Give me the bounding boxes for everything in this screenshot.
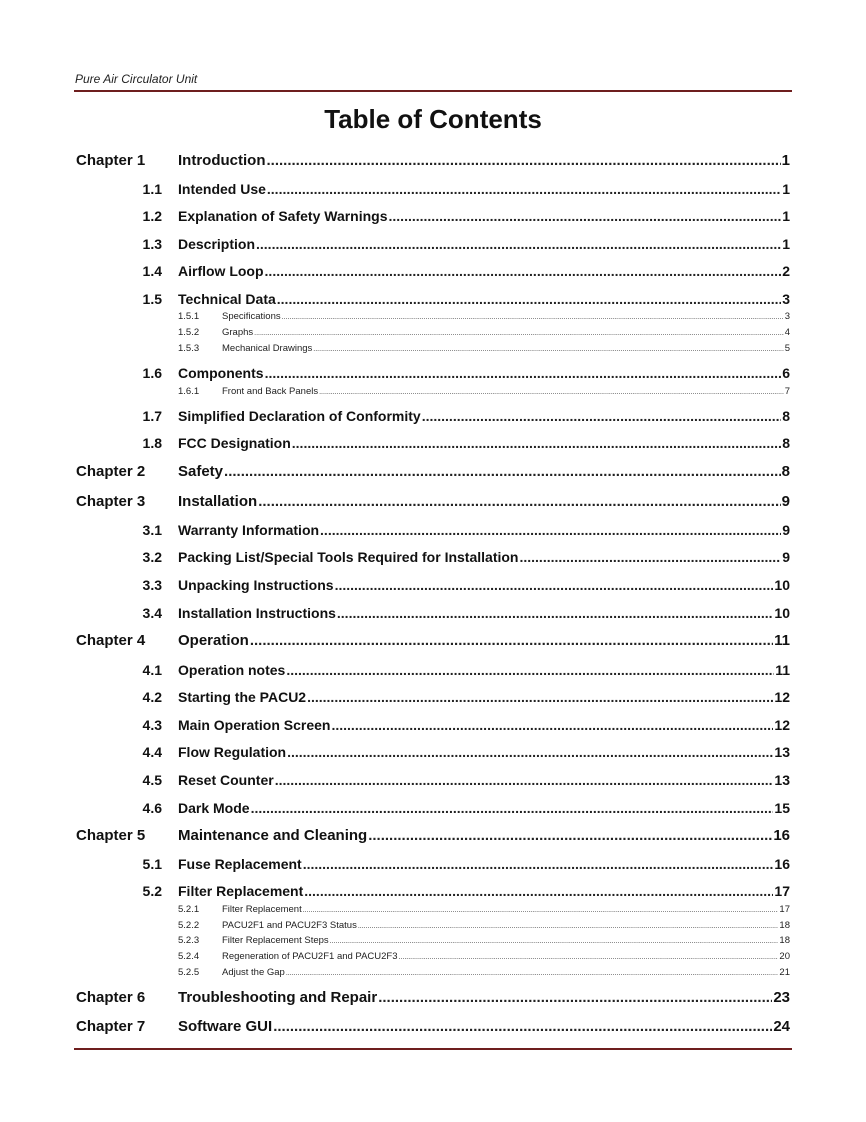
toc-entry-page: 17 [774,883,790,899]
toc-entry-page: 8 [781,463,790,480]
toc-entry-title: Installation [178,493,258,510]
toc-entry-page: 8 [782,435,790,451]
toc-entry-title: Unpacking Instructions [178,577,334,593]
toc-leader-dots [265,263,782,279]
toc-entry-title: Fuse Replacement [178,856,302,872]
toc-entry-page: 24 [773,1018,790,1035]
toc-leader-dots [313,346,783,353]
toc-leader-dots [307,689,773,705]
toc-entry-title: Filter Replacement Steps [222,934,329,946]
toc-entry-page: 3 [782,291,790,307]
toc-leader-dots [224,463,781,480]
toc-entry-page: 16 [774,856,790,872]
toc-leader-dots [265,365,782,381]
toc-entry-number: 5.2.3 [178,934,200,946]
toc-leader-dots [304,883,773,899]
toc-leader-dots [358,923,779,930]
toc-entry-number: Chapter 1 [76,152,146,169]
toc-leader-dots [251,800,774,816]
toc-leader-dots [287,744,773,760]
toc-leader-dots [389,208,782,224]
toc-entry-page: 21 [779,966,790,978]
toc-entry-number: 3.1 [142,522,162,538]
toc-entry-number: 1.6 [142,365,162,381]
toc-leader-dots [277,291,781,307]
page-title: Table of Contents [324,104,542,134]
toc-leader-dots [320,522,781,538]
toc-entry-page: 12 [774,689,790,705]
toc-entry-page: 1 [782,236,790,252]
toc-entry-title: Reset Counter [178,772,274,788]
toc-entry-number: 1.1 [142,181,162,197]
toc-entry-title: PACU2F1 and PACU2F3 Status [222,919,357,931]
toc-entry-title: Packing List/Special Tools Required for Installation [178,549,519,565]
toc-entry-number: 1.3 [142,236,162,252]
toc-entry-title: FCC Designation [178,435,291,451]
toc-entry-page: 8 [782,408,790,424]
toc-leader-dots [331,717,773,733]
toc-leader-dots [256,236,781,252]
toc-entry-title: Regeneration of PACU2F1 and PACU2F3 [222,950,398,962]
toc-entry-number: 5.2.2 [178,919,200,931]
toc-entry-page: 16 [773,827,790,844]
toc-leader-dots [275,772,774,788]
toc-entry-title: Technical Data [178,291,276,307]
toc-leader-dots [258,493,780,510]
toc-entry-number: 4.6 [142,800,162,816]
toc-entry-number: 5.2.4 [178,950,200,962]
toc-leader-dots [303,907,779,914]
toc-entry-number: 1.5.3 [178,342,200,354]
toc-entry-number: 4.2 [142,689,162,705]
toc-entry-number: 1.2 [142,208,162,224]
toc-entry-page: 10 [774,577,790,593]
toc-entry-title: Intended Use [178,181,266,197]
toc-entry-page: 13 [774,772,790,788]
toc-entry-title: Airflow Loop [178,263,264,279]
toc-entry-title: Software GUI [178,1018,273,1035]
toc-entry-title: Components [178,365,264,381]
toc-entry-title: Front and Back Panels [222,385,319,397]
toc-entry-number: Chapter 4 [76,632,146,649]
toc-entry-number: Chapter 3 [76,493,146,510]
toc-entry-page: 9 [782,522,790,538]
footer-rule [74,1048,792,1050]
toc-entry-number: 1.5 [142,291,162,307]
toc-leader-dots [292,435,781,451]
toc-entry-page: 9 [781,493,790,510]
toc-entry-number: 1.5.1 [178,310,200,322]
toc-entry-number: Chapter 6 [76,989,146,1006]
toc-entry-title: Maintenance and Cleaning [178,827,368,844]
toc-entry-title: Dark Mode [178,800,250,816]
toc-entry-title: Simplified Declaration of Conformity [178,408,421,424]
toc-leader-dots [286,970,779,977]
toc-entry-number: 4.3 [142,717,162,733]
toc-leader-dots [319,389,784,396]
toc-leader-dots [337,605,774,621]
toc-entry-number: 3.2 [142,549,162,565]
toc-entry-number: 3.3 [142,577,162,593]
toc-entry-title: Safety [178,463,224,480]
toc-leader-dots [254,330,784,337]
toc-entry-title: Warranty Information [178,522,320,538]
toc-leader-dots [368,827,772,844]
toc-entry-title: Filter Replacement [222,903,302,915]
toc-entry-number: 5.1 [142,856,162,872]
toc-entry-title: Starting the PACU2 [178,689,307,705]
toc-leader-dots [399,954,779,961]
toc-entry-number: 4.5 [142,772,162,788]
toc-entry-page: 5 [784,342,790,354]
toc-entry-page: 1 [782,181,790,197]
toc-entry-number: Chapter 5 [76,827,146,844]
toc-entry-number: Chapter 7 [76,1018,146,1035]
toc-leader-dots [282,314,784,321]
toc-entry-page: 17 [779,903,790,915]
toc-entry-title: Graphs [222,326,254,338]
toc-entry-number: 5.2 [142,883,162,899]
toc-entry-number: 1.6.1 [178,385,200,397]
toc-entry-page: 7 [784,385,790,397]
toc-entry-title: Description [178,236,256,252]
toc-entry-number: 3.4 [142,605,162,621]
toc-entry-page: 13 [774,744,790,760]
toc-entry-page: 1 [781,152,790,169]
toc-leader-dots [266,152,780,169]
document-header-title: Pure Air Circulator Unit [75,72,198,86]
toc-leader-dots [330,938,779,945]
toc-leader-dots [378,989,772,1006]
toc-entry-number: 5.2.5 [178,966,200,978]
toc-entry-number: 1.4 [142,263,162,279]
toc-entry-page: 12 [774,717,790,733]
toc-entry-title: Introduction [178,152,266,169]
toc-entry-page: 1 [782,208,790,224]
toc-leader-dots [267,181,781,197]
toc-leader-dots [273,1018,772,1035]
toc-entry-page: 23 [773,989,790,1006]
toc-entry-number: Chapter 2 [76,463,146,480]
toc-entry-title: Operation notes [178,662,286,678]
toc-entry-page: 18 [779,934,790,946]
toc-entry-title: Mechanical Drawings [222,342,313,354]
toc-entry-page: 15 [774,800,790,816]
toc-entry-page: 20 [779,950,790,962]
toc-leader-dots [519,549,781,565]
toc-entry-title: Installation Instructions [178,605,336,621]
toc-entry-page: 4 [784,326,790,338]
toc-leader-dots [250,632,773,649]
toc-entry-page: 18 [779,919,790,931]
toc-entry-page: 3 [784,310,790,322]
toc-entry-page: 11 [775,662,790,678]
toc-entry-page: 11 [774,632,790,649]
toc-entry-number: 1.7 [142,408,162,424]
toc-entry-page: 6 [782,365,790,381]
toc-entry-number: 1.5.2 [178,326,200,338]
toc-entry-title: Adjust the Gap [222,966,285,978]
toc-entry-title: Operation [178,632,249,649]
toc-leader-dots [286,662,774,678]
toc-entry-number: 4.4 [142,744,162,760]
toc-entry-title: Flow Regulation [178,744,287,760]
toc-leader-dots [422,408,782,424]
toc-entry-number: 5.2.1 [178,903,200,915]
toc-entry-number: 4.1 [142,662,162,678]
toc-leader-dots [335,577,774,593]
toc-entry-page: 2 [782,263,790,279]
toc-entry-number: 1.8 [142,435,162,451]
toc-entry-title: Explanation of Safety Warnings [178,208,388,224]
toc-entry-page: 9 [782,549,790,565]
toc-entry-page: 10 [774,605,790,621]
toc-entry-title: Filter Replacement [178,883,304,899]
toc-entry-title: Troubleshooting and Repair [178,989,378,1006]
toc-leader-dots [303,856,774,872]
toc-entry-title: Main Operation Screen [178,717,331,733]
toc-entry-title: Specifications [222,310,281,322]
